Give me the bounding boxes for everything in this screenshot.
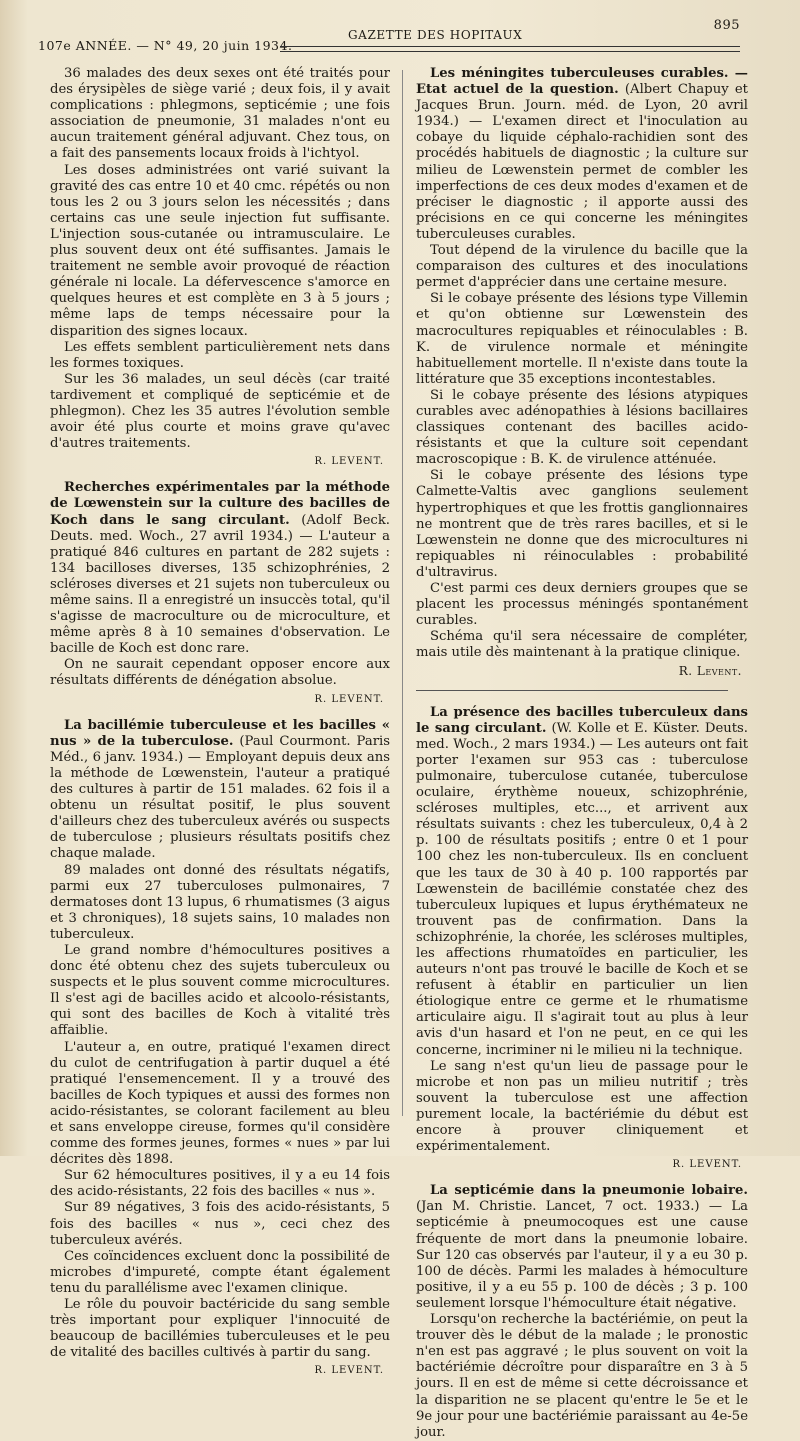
- article-title: Les méningites tuberculeuses curables. — Etat actuel de la question.: [416, 66, 748, 98]
- article-intro: (Paul Courmont. Paris Méd., 6 janv. 1934.) — Employant depuis deux ans la méthode de Lœwenstein, l'auteur a pratiqué des cultures à partir de 151 malades. 62 fois il a obtenu un résultat positif, le plus souvent d'ailleurs chez des tuberculeux avérés ou suspects de tuberculose ; plusieurs résultats positifs chez chaque malade.: [50, 733, 390, 862]
- issue-line: 107e ANNÉE. — N° 49, 20 juin 1934.: [38, 38, 293, 53]
- paragraph: Sur 62 hémocultures positives, il y a eu 14 fois des acido-résistants, 22 fois des bacilles « nus ».: [50, 1168, 390, 1200]
- paragraph: Sur les 36 malades, un seul décès (car traité tardivement et compliqué de septicémie et de phlegmon). Chez les 35 autres l'évolution semble avoir été plus courte et moins grave qu'avec d'autres traitements.: [50, 371, 390, 452]
- signature: R. LEVENT.: [314, 693, 384, 705]
- column-divider: [402, 70, 403, 1116]
- article-intro: (Jan M. Christie. Lancet, 7 oct. 1933.) — La septicémie à pneumocoques est une cause fréquente de mort dans la pneumonie lobaire. Sur 120 cas observés par l'auteur, il y a eu 30 p. 100 de décès. Parmi les malades à hémoculture positive, il y a eu 55 p. 100 de décès ; 3 p. 100 seulement lorsque l'hémoculture était négative.: [416, 1199, 748, 1311]
- paragraph: Sur 89 négatives, 3 fois des acido-résistants, 5 fois des bacilles « nus », ceci chez des tuberculeux avérés.: [50, 1200, 390, 1248]
- left-column: [50, 66, 390, 1377]
- article-intro: (Adolf Beck. Deuts. med. Woch., 27 avril 1934.) — L'auteur a pratiqué 846 cultures en partant de 282 sujets : 134 bacilloses diverses, 135 schizophrénies, 2 scléroses diverses et 21 sujets non tuberculeux ou même sains. Il a enregistré un insuccès total, qu'il s'agisse de macroculture ou de microculture, et même après 8 à 10 semaines d'observation. Le bacille de Koch est donc rare.: [50, 512, 390, 657]
- article-presence-bacilles: [416, 705, 748, 1174]
- paragraph: Schéma qu'il sera nécessaire de compléter, mais utile dès maintenant à la pratique clinique.: [416, 629, 748, 661]
- article-meningites: [416, 66, 748, 680]
- article-recherches-loewenstein: [50, 480, 390, 707]
- signature: R. Levent.: [678, 664, 742, 679]
- paragraph: Si le cobaye présente des lésions type Calmette-Valtis avec ganglions seulement hypertrophiques et que les frottis ganglionnaires ne montrent que de très rares bacilles, et si le Lœwenstein ne donne que des microcultures ni repiquables ni réinoculables : probabilité d'ultravirus.: [416, 468, 748, 580]
- paragraph: Les effets semblent particulièrement nets dans les formes toxiques.: [50, 339, 390, 371]
- paragraph: 36 malades des deux sexes ont été traités pour des érysipèles de siège varié ; deux fois, il y avait complications : phlegmons, septicémie ; une fois association de pneumonie, 31 malades n'ont eu aucun traitement général adjuvant. Chez tous, on a fait des pansements locaux froids à l'ichtyol.: [50, 66, 390, 162]
- paragraph: Le grand nombre d'hémocultures positives a donc été obtenu chez des sujets tuberculeux ou suspects et le plus souvent comme microcultures. Il s'est agi de bacilles acido et alcoolo-résistants, qui sont des bacilles de Koch à vitalité très affaiblie.: [50, 942, 390, 1039]
- article-title: La présence des bacilles tuberculeux dans le sang circulant.: [416, 704, 748, 736]
- header-rule: [280, 46, 740, 52]
- article-title: La septicémie dans la pneumonie lobaire.: [430, 1183, 748, 1199]
- paragraph: Si le cobaye présente des lésions type Villemin et qu'on obtienne sur Lœwenstein des macrocultures repiquables et réinoculables : B. K. de virulence normale et méningite habituellement mortelle. Il n'existe dans toute la littérature que 35 exceptions incontestables.: [416, 291, 748, 387]
- signature: R. LEVENT.: [314, 1365, 384, 1377]
- paragraph: On ne saurait cependant opposer encore aux résultats différents de dénégation absolue.: [50, 657, 390, 689]
- paragraph: Le sang n'est qu'un lieu de passage pour le microbe et non pas un milieu nutritif ; très souvent la tuberculose est une affection purement locale, la bactériémie du début est encore à prouver cliniquement et expérimentalement.: [416, 1058, 748, 1155]
- paragraph: Lorsqu'on recherche la bactériémie, on peut la trouver dès le début de la malade ; le pronostic n'en est pas aggravé ; le plus souvent on voit la bactériémie décroître pour disparaître en 3 à 5 jours. Il en est de même si cette décroissance et la disparition ne se placent qu'entre le 5e et le 9e jour pour une bactériémie paraissant au 4e-5e jour.: [416, 1312, 748, 1440]
- paragraph: L'auteur a, en outre, pratiqué l'examen direct du culot de centrifugation à partir duquel a été pratiqué l'ensemencement. Il y a trouvé des bacilles de Koch typiques et aussi des formes non acido-résistantes, se colorant facilement au bleu et sans enveloppe cireuse, formes qu'il considère comme des formes jeunes, formes « nues » par lui décrites dès 1898.: [50, 1039, 390, 1168]
- paragraph: Si le cobaye présente des lésions atypiques curables avec adénopathies à lésions bacillaires classiques contenant des bacilles acido-résistants et que la culture soit cependant macroscopique : B. K. de virulence atténuée.: [416, 387, 748, 468]
- journal-title: GAZETTE DES HOPITAUX: [348, 28, 523, 42]
- paragraph: 89 malades ont donné des résultats négatifs, parmi eux 27 tuberculoses pulmonaires, 7 dermatoses dont 13 lupus, 6 rhumatismes (3 aigus et 3 chroniques), 18 sujets sains, 10 malades non tuberculeux.: [50, 862, 390, 942]
- article-title: Recherches expérimentales par la méthode de Lœwenstein sur la culture des bacilles de Koch dans le sang circulant.: [50, 480, 390, 528]
- paragraph: Ces coïncidences excluent donc la possibilité de microbes d'impureté, compte étant également tenu du parallélisme avec l'examen clinique.: [50, 1248, 390, 1296]
- page-number: 895: [713, 18, 740, 33]
- right-column: [416, 66, 748, 1440]
- article-intro: (Albert Chapuy et Jacques Brun. Journ. méd. de Lyon, 20 avril 1934.) — L'examen direct et l'inoculation au cobaye du liquide céphalo-rachidien sont des procédés habituels de diagnostic ; la culture sur milieu de Lœwenstein permet de combler les imperfections de ces deux modes d'examen et de préciser le diagnostic ; il apporte aussi des précisions en ce qui concerne les méningites tuberculeuses curables.: [416, 82, 748, 242]
- article-erysipeles: [50, 66, 390, 470]
- paragraph: Le rôle du pouvoir bactéricide du sang semble très important pour expliquer l'innocuité de beaucoup de bacillémies tuberculeuses et le peu de vitalité des bacilles cultivés à partir du sang.: [50, 1297, 390, 1361]
- article-title: La bacillémie tuberculeuse et les bacilles « nus » de la tuberculose.: [50, 717, 390, 749]
- paragraph: C'est parmi ces deux derniers groupes que se placent les processus méningés spontanément curables.: [416, 581, 748, 629]
- paragraph: Les doses administrées ont varié suivant la gravité des cas entre 10 et 40 cmc. répétés ou non tous les 2 ou 3 jours selon les nécessités ; dans certains cas une seule injection fut suffisante. L'injection sous-cutanée ou intramusculaire. Le plus souvent deux ont été suffisantes. Jamais le traitement ne semble avoir provoqué de réaction générale ni locale. La défervescence s'amorce en quelques heures et est complète en 3 à 5 jours ; même laps de temps nécessaire pour la disparition des signes locaux.: [50, 162, 390, 339]
- article-septicemie-pneumonie: [416, 1183, 748, 1441]
- article-bacillemie: [50, 718, 390, 1380]
- signature: R. LEVENT.: [672, 1159, 742, 1171]
- signature: R. LEVENT.: [314, 456, 384, 468]
- article-intro: (W. Kolle et E. Küster. Deuts. med. Woch., 2 mars 1934.) — Les auteurs ont fait porter l'examen sur 953 cas : tuberculose pulmonaire, tuberculose cutanée, tuberculose oculaire, érythème noueux, schizophrénie, scléroses multiples, etc..., et arrivent aux résultats suivants : chez les tuberculeux, 0,4 à 2 p. 100 de résultats positifs ; entre 0 et 1 pour 100 chez les non-tuberculeux. Ils en concluent que les taux de 30 à 40 p. 100 rapportés par Lœwenstein de bacillémie constatée chez des tuberculeux lupiques et lupus érythémateux ne trouvent pas de confirmation. Dans la schizophrénie, la chorée, les scléroses multiples, les affections rhumatoïdes en particulier, les auteurs n'ont pas trouvé le bacille de Koch et se refusent à établir en particulier un lien étiologique entre ce germe et le rhumatisme articulaire aigu. Il s'agirait tout au plus à leur avis d'un hasard et l'on ne peut, en ce qui les concerne, incriminer ni le milieu ni la technique.: [416, 720, 748, 1058]
- paragraph: Tout dépend de la virulence du bacille que la comparaison des cultures et des inoculations permet d'apprécier dans une certaine mesure.: [416, 243, 748, 291]
- section-rule: [416, 690, 728, 691]
